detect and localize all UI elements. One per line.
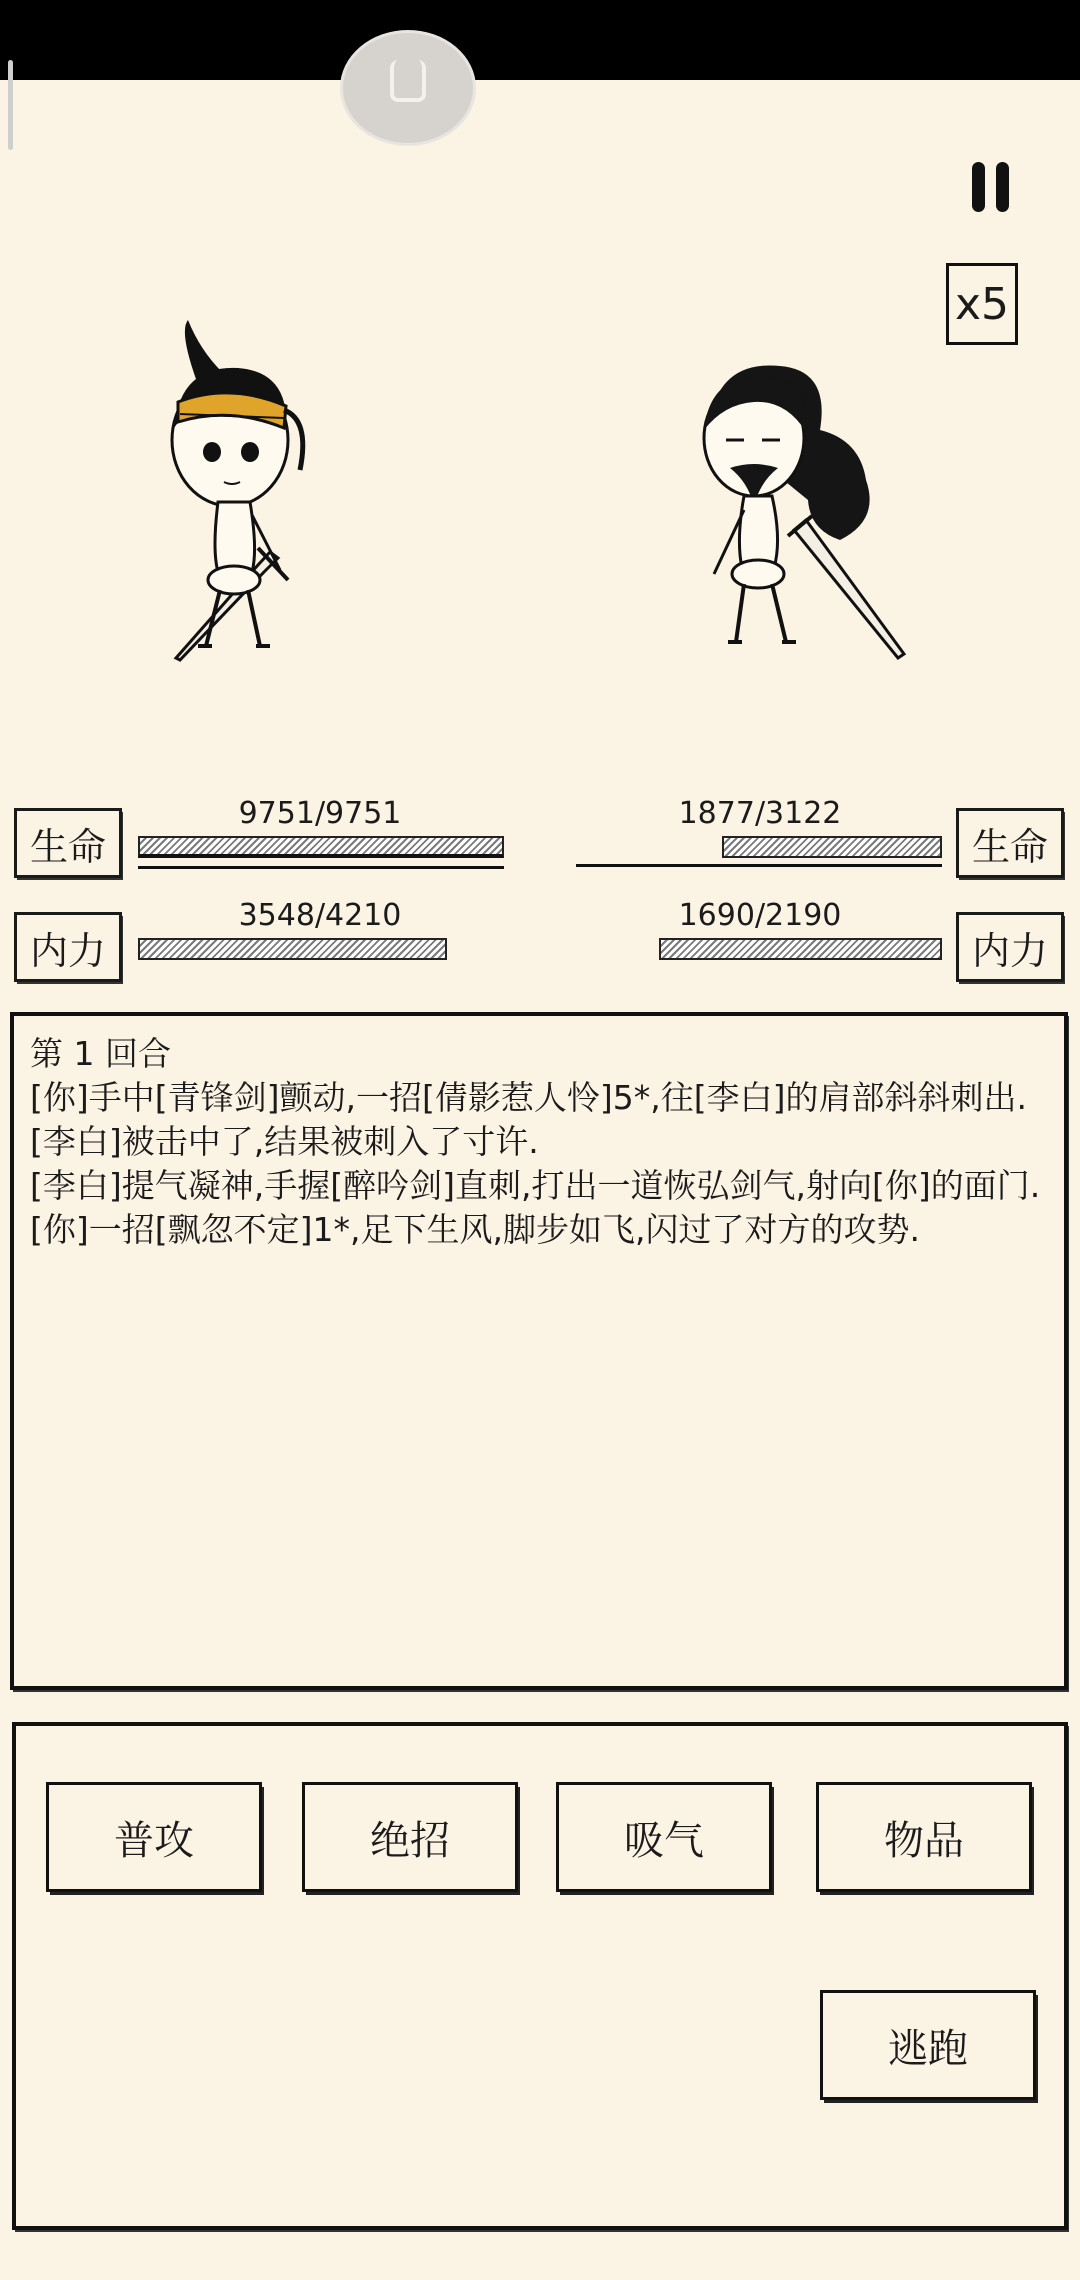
enemy-hp-value: 1877/3122 — [678, 796, 842, 831]
player-mp-value: 3548/4210 — [238, 898, 402, 933]
player-hp-bar-base — [138, 866, 504, 869]
flee-button[interactable]: 逃跑 — [820, 1990, 1036, 2100]
items-button[interactable]: 物品 — [816, 1782, 1032, 1892]
log-line: [李白]提气凝神,手握[醉吟剑]直刺,打出一道恢弘剑气,射向[你]的面门. — [30, 1166, 1041, 1205]
log-line: [李白]被击中了,结果被刺入了寸许. — [30, 1122, 539, 1161]
player-hp-value: 9751/9751 — [238, 796, 402, 831]
log-line: [你]一招[飘忽不定]1*,足下生风,脚步如飞,闪过了对方的攻势. — [30, 1210, 920, 1249]
pause-icon — [972, 162, 985, 212]
log-line: 第 1 回合 — [30, 1034, 171, 1073]
combat-log-text — [30, 1032, 1050, 1252]
breathe-button[interactable]: 吸气 — [556, 1782, 772, 1892]
player-mp-label: 内力 — [14, 912, 122, 982]
swordsman-libai-icon — [690, 360, 930, 670]
pause-button[interactable] — [966, 158, 1016, 218]
log-line: [你]手中[青锋剑]颤动,一招[倩影惹人怜]5*,往[李白]的肩部斜斜刺出. — [30, 1078, 1027, 1117]
enemy-hp-label: 生命 — [956, 808, 1064, 878]
speed-toggle-button[interactable]: x5 — [946, 263, 1018, 345]
enemy-mp-bar — [659, 938, 942, 960]
screen-edge-indicator — [8, 60, 13, 150]
player-hp-bar — [138, 836, 504, 858]
player-mp-bar — [138, 938, 447, 960]
enemy-hp-bar-base — [576, 864, 942, 867]
attack-button[interactable]: 普攻 — [46, 1782, 262, 1892]
enemy-mp-value: 1690/2190 — [678, 898, 842, 933]
enemy-mp-label: 内力 — [956, 912, 1064, 982]
player-hp-label: 生命 — [14, 808, 122, 878]
system-status-bar — [0, 0, 1080, 80]
special-move-button[interactable]: 绝招 — [302, 1782, 518, 1892]
swordsman-player-icon — [160, 310, 420, 670]
enemy-hp-bar — [722, 836, 942, 858]
assistive-button-glyph — [390, 60, 426, 102]
